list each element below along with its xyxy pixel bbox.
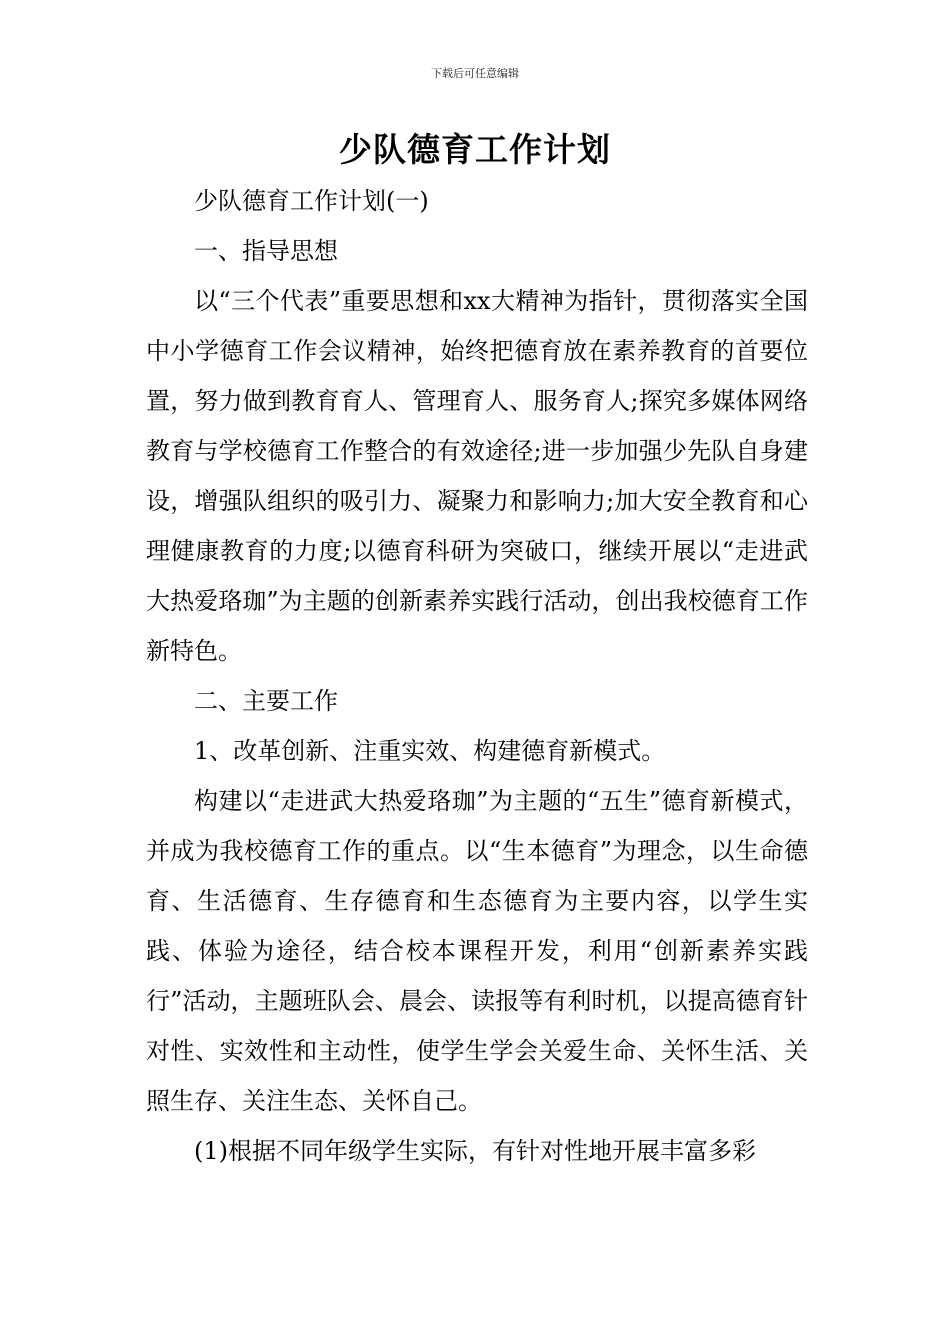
paragraph-guiding-thought-text: 以“三个代表”重要思想和xx大精神为指针，贯彻落实全国中小学德育工作会议精神，始终把德育放在素养教育的首要位置，努力做到教育育人、管理育人、服务育人;探究多媒体网络教育与学校德育工作整合的有效途径;进一步加强少先队自身建设，增强队组织的吸引力、凝聚力和影响力;加大安全教育和心理健康教育的力度;以德育科研为突破口，继续开展以“走进武大热爱珞珈”为主题的创新素养实践行活动，创出我校德育工作新特色。 (146, 287, 808, 665)
paragraph-heading-guiding-thought: 一、指导思想 (194, 237, 338, 265)
paragraph-subtitle: 少队德育工作计划(一) (194, 187, 429, 215)
paragraph-heading-main-work: 二、主要工作 (194, 687, 338, 715)
paragraph-subitem-1: (1)根据不同年级学生实际，有针对性地开展丰富多彩 (194, 1137, 756, 1165)
paragraph-item-1-text: 构建以“走进武大热爱珞珈”为主题的“五生”德育新模式，并成为我校德育工作的重点。以“生本德育”为理念，以生命德育、生活德育、生存德育和生态德育为主要内容，以学生实践、体验为途径，结合校本课程开发，利用“创新素养实践行”活动，主题班队会、晨会、读报等有利时机，以提高德育针对性、实效性和主动性，使学生学会关爱生命、关怀生活、关照生存、关注生态、关怀自己。 (146, 787, 808, 1115)
document-body (146, 176, 808, 1176)
paragraph-item-1-heading: 1、改革创新、注重实效、构建德育新模式。 (194, 737, 666, 765)
header-note: 下载后可任意编辑 (431, 67, 519, 80)
document-title: 少队德育工作计划 (339, 130, 611, 169)
